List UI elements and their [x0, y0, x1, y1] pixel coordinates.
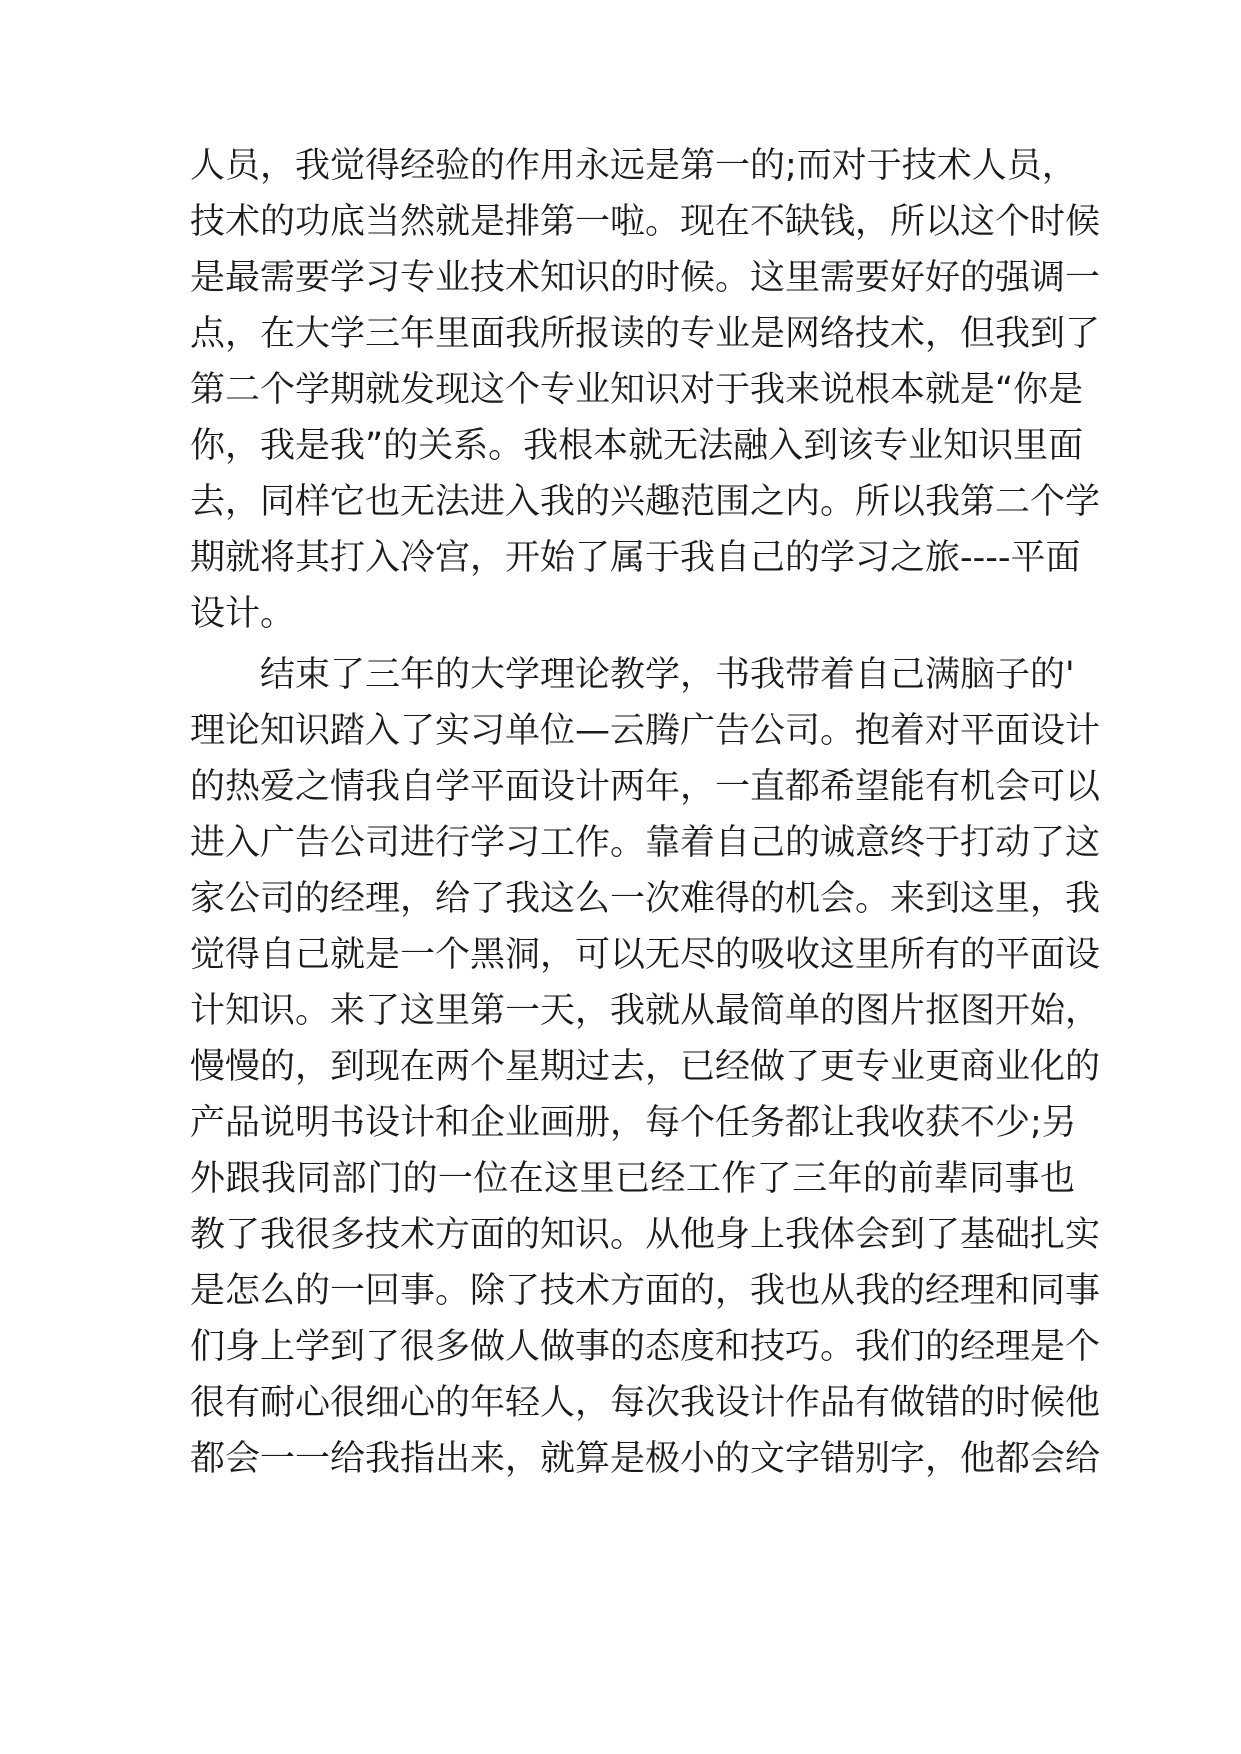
paragraph-1-line-4: 点，在大学三年里面我所报读的专业是网络技术，但我到了 — [190, 314, 1101, 354]
paragraph-2-line-12: 是怎么的一回事。除了技术方面的，我也从我的经理和同事 — [190, 1271, 1101, 1311]
paragraph-1-line-5: 第二个学期就发现这个专业知识对于我来说根本就是“你是 — [190, 370, 1084, 410]
paragraph-2-line-2: 理论知识踏入了实习单位—云腾广告公司。抱着对平面设计 — [190, 711, 1101, 751]
paragraph-2-line-13: 们身上学到了很多做人做事的态度和技巧。我们的经理是个 — [190, 1327, 1101, 1367]
paragraph-1-line-8: 期就将其打入冷宫，开始了属于我自己的学习之旅----平面 — [190, 538, 1081, 578]
paragraph-2-line-6: 觉得自己就是一个黑洞，可以无尽的吸收这里所有的平面设 — [190, 935, 1101, 975]
paragraph-2-line-7: 计知识。来了这里第一天，我就从最简单的图片抠图开始， — [190, 991, 1101, 1031]
paragraph-2-line-8: 慢慢的，到现在两个星期过去，已经做了更专业更商业化的 — [190, 1047, 1101, 1087]
paragraph-2-line-5: 家公司的经理，给了我这么一次难得的机会。来到这里，我 — [190, 879, 1101, 919]
paragraph-2-line-1: 结束了三年的大学理论教学，书我带着自己满脑子的' — [260, 655, 1075, 695]
paragraph-1-line-7: 去，同样它也无法进入我的兴趣范围之内。所以我第二个学 — [190, 482, 1101, 522]
paragraph-1-line-2: 技术的功底当然就是排第一啦。现在不缺钱，所以这个时候 — [190, 202, 1101, 242]
paragraph-2-line-4: 进入广告公司进行学习工作。靠着自己的诚意终于打动了这 — [190, 823, 1101, 863]
paragraph-1-line-9: 设计。 — [190, 594, 296, 634]
paragraph-2-line-15: 都会一一给我指出来，就算是极小的文字错别字，他都会给 — [190, 1439, 1101, 1479]
paragraph-1-line-6: 你，我是我”的关系。我根本就无法融入到该专业知识里面 — [190, 426, 1084, 466]
paragraph-2-line-14: 很有耐心很细心的年轻人，每次我设计作品有做错的时候他 — [190, 1383, 1101, 1423]
paragraph-1-line-1: 人员，我觉得经验的作用永远是第一的;而对于技术人员， — [190, 146, 1077, 186]
paragraph-2-line-10: 外跟我同部门的一位在这里已经工作了三年的前辈同事也 — [190, 1159, 1075, 1199]
paragraph-1-line-3: 是最需要学习专业技术知识的时候。这里需要好好的强调一 — [190, 258, 1101, 298]
paragraph-2-line-3: 的热爱之情我自学平面设计两年，一直都希望能有机会可以 — [190, 767, 1101, 807]
paragraph-2-line-11: 教了我很多技术方面的知识。从他身上我体会到了基础扎实 — [190, 1215, 1101, 1255]
paragraph-2-line-9: 产品说明书设计和企业画册，每个任务都让我收获不少;另 — [190, 1103, 1077, 1143]
